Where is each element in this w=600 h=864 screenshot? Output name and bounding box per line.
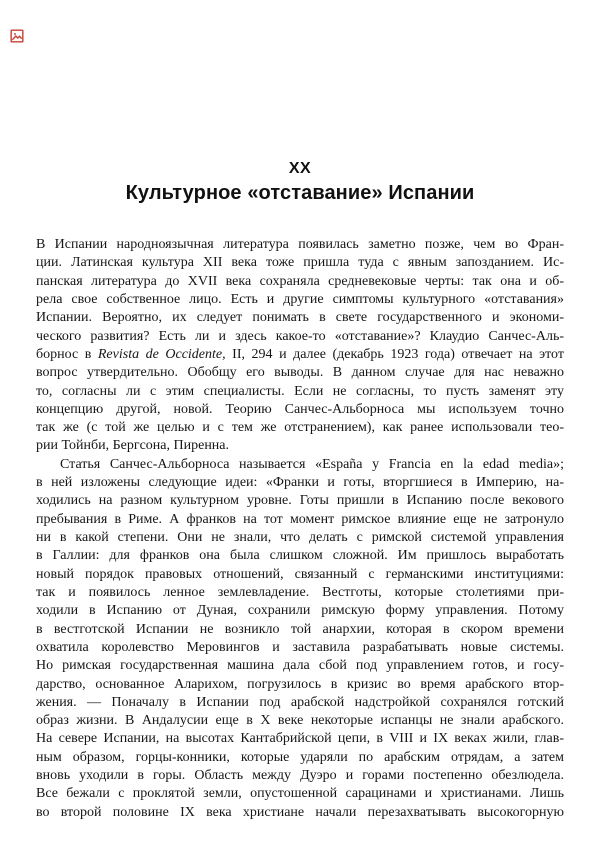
- text-line: [36, 437, 564, 455]
- italic-text-segment: Revista de Occidente: [97, 346, 223, 362]
- text-segment: пребывания в Риме. А франков на тот момент римское влияние еще не затронуло: [36, 511, 564, 527]
- text-segment: ции. Латинская культура XII века тоже пришла туда с явным запозданием. Ис-: [36, 255, 564, 271]
- body-text: [36, 236, 564, 822]
- text-segment: рела свое собственное лицо. Есть и другие симптомы культурного «отставания»: [36, 291, 564, 307]
- text-line: [36, 419, 564, 437]
- chapter-heading: [0, 158, 600, 205]
- text-line: [36, 273, 564, 291]
- text-line: [36, 456, 564, 474]
- text-segment: рии Тойнби, Бергсона, Пиренна.: [36, 438, 230, 454]
- text-line: [36, 676, 564, 694]
- text-line: [36, 639, 564, 657]
- text-segment: в вестготской Испании не возникло той анархии, которая в скором времени: [36, 621, 564, 637]
- text-segment: жения. — Поначалу в Испании под арабской надстройкой сохранялся готский: [36, 694, 564, 710]
- text-segment: дарство, основанное Аларихом, погрузилось в кризис во время арабского втор-: [36, 676, 564, 692]
- chapter-number: XX: [288, 160, 312, 177]
- text-segment: концепцию другой, новой. Теорию Санчес-Альборноса мы используем точно: [36, 401, 564, 417]
- text-segment: охватила королевство Меровингов и заставила разрабатывать новые системы.: [36, 639, 564, 655]
- text-line: [36, 364, 564, 382]
- text-line: [36, 694, 564, 712]
- text-line: [36, 749, 564, 767]
- text-line: [36, 767, 564, 785]
- text-line: [36, 785, 564, 803]
- text-segment: ческого развития? Есть ли и здесь какое-то «отставание»? Клаудио Санчес-Аль-: [36, 328, 564, 344]
- text-segment: то, согласны ли с этим специалисты. Если не согласны, то пусть заменят эту: [36, 383, 564, 399]
- text-segment: панская литература до XVII века сохраняла средневековые черты: так она и об-: [36, 273, 564, 289]
- text-line: [36, 346, 564, 364]
- text-line: [36, 547, 564, 565]
- text-segment: ходились на разном культурном уровне. Готы пришли в Испанию после векового: [36, 493, 564, 509]
- text-segment: новый порядок правовых отношений, связанный с германскими институциями:: [36, 566, 564, 582]
- text-segment: вопрос утвердительно. Обобщу его выводы. В данном случае для нас неважно: [36, 365, 564, 381]
- text-segment: в ней изложены следующие идеи: «Франки и готы, вторгшиеся в Империю, на-: [36, 475, 564, 491]
- text-segment: ходили в Испанию от Дуная, сохранили римскую форму управления. Потому: [36, 603, 564, 619]
- text-line: [36, 401, 564, 419]
- text-line: [36, 474, 564, 492]
- text-line: [36, 328, 564, 346]
- text-line: [36, 383, 564, 401]
- text-segment: Но римская государственная машина дала сбой под управлением готов, и госу-: [36, 658, 564, 674]
- chapter-title: Культурное «отставание» Испании: [125, 182, 475, 204]
- text-segment: ным образом, горцы-конники, которые ударяли по арабским отрядам, а затем: [36, 749, 564, 765]
- text-line: [36, 730, 564, 748]
- text-segment: так же (с той же целью и с тем же отстранением), как ранее использовали тео-: [36, 420, 564, 436]
- text-segment: во второй половине IX века христиане начали перезахватывать высокогорную: [36, 804, 564, 820]
- text-segment: Статья Санчес-Альборноса называется «España y Francia en la edad media»;: [60, 456, 564, 472]
- broken-image-icon: [10, 29, 24, 43]
- text-segment: На севере Испании, на высотах Кантабрийской цепи, в VIII и IX веках жили, глав-: [36, 731, 564, 747]
- text-segment: так и появилось ленное землевладение. Вестготы, которые столетиями при-: [36, 584, 564, 600]
- text-line: [36, 291, 564, 309]
- text-line: [36, 584, 564, 602]
- text-line: [36, 309, 564, 327]
- text-line: [36, 254, 564, 272]
- text-segment: Испании. Вероятно, их следует понимать в свете государственного и экономи-: [36, 310, 564, 326]
- text-segment: вновь уходили в горы. Область между Дуэро и горами постепенно обезлюдела.: [36, 768, 564, 784]
- text-line: [36, 602, 564, 620]
- text-segment: в Галлии: для франков она была слишком сложной. Им пришлось выработать: [36, 548, 564, 564]
- text-line: [36, 621, 564, 639]
- text-segment: В Испании народноязычная литература появилась заметно позже, чем во Фран-: [36, 237, 564, 252]
- text-line: [36, 492, 564, 510]
- text-segment: Все бежали с проклятой земли, опустошенной сарацинами и христианами. Лишь: [36, 786, 564, 802]
- text-line: [36, 529, 564, 547]
- text-line: [36, 712, 564, 730]
- text-segment: , II, 294 и далее (декабрь 1923 года) отвечает на этот: [222, 346, 564, 362]
- text-line: [36, 804, 564, 822]
- text-line: [36, 566, 564, 584]
- text-line: [36, 657, 564, 675]
- text-segment: образ жизни. В Андалусии еще в X веке некоторые испанцы не знали арабского.: [36, 713, 564, 729]
- text-segment: ни в какой степени. Они не знали, что делать с римской системой управления: [36, 530, 564, 545]
- text-line: [36, 236, 564, 254]
- text-line: [36, 511, 564, 529]
- text-segment: борнос в: [36, 346, 98, 362]
